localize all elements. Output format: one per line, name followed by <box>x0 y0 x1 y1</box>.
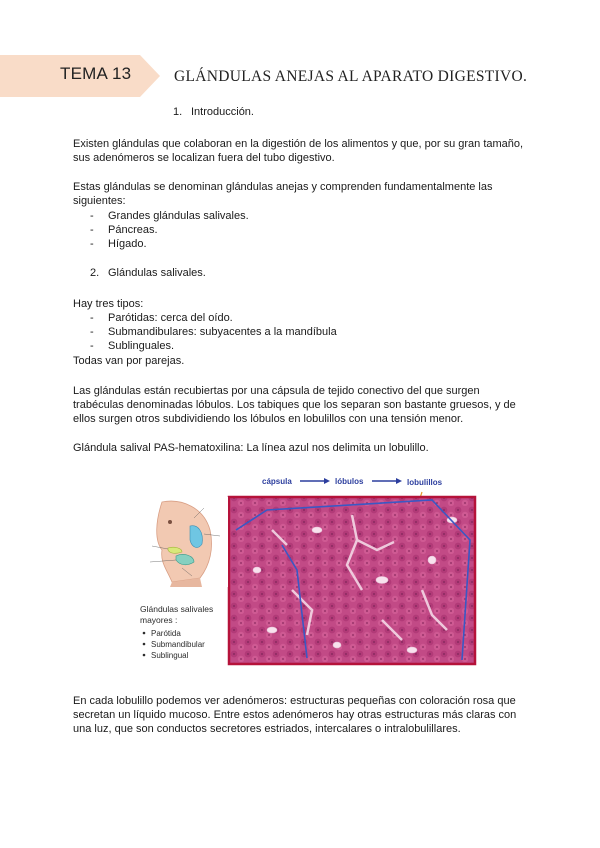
list-item-text: Submandibulares: subyacentes a la mandíbula <box>108 326 337 338</box>
salivary-gland-figure <box>132 470 477 666</box>
text-line: sus adenómeros se localizan fuera del tubo digestivo. <box>73 152 335 165</box>
label-lobulos: lóbulos <box>335 477 364 486</box>
label-capsula: cápsula <box>262 477 292 486</box>
intro-paragraph-1 <box>73 137 543 165</box>
legend-item: Parótida <box>151 629 181 638</box>
section-2-number: 2. <box>90 267 100 279</box>
legend-item: Sublingual <box>151 651 189 660</box>
label-lobulillos: lobulillos <box>407 478 443 487</box>
list-item: - Páncreas. <box>90 224 158 236</box>
types-intro: Hay tres tipos: <box>73 298 144 310</box>
list-item-text: Páncreas. <box>108 224 158 236</box>
bullet <box>143 643 146 646</box>
list-item-text: Grandes glándulas salivales. <box>108 210 249 222</box>
bullet <box>143 632 146 635</box>
figure-caption: Glándula salival PAS-hematoxilina: La línea azul nos delimita un lobulillo. <box>73 442 429 454</box>
arrow-head <box>324 478 330 484</box>
tissue-micrograph <box>229 497 475 664</box>
text-line: Estas glándulas se denominan glándulas anejas y comprenden fundamentalmente las <box>73 181 493 193</box>
text-line: Las glándulas están recubiertas por una cápsula de tejido conectivo del que surgen <box>73 385 480 397</box>
section-2-title: Glándulas salivales. <box>108 267 206 279</box>
text-line: ellos surgen otros subdividiendo los lóbulos en lobulillos con una tensión menor. <box>73 413 464 426</box>
tema-label: TEMA 13 <box>60 64 132 83</box>
list-item: - Parótidas: cerca del oído. <box>90 312 233 324</box>
text-line: trabéculas denominadas lóbulos. Los tabiques que los separan son bastante gruesos, y de <box>73 399 516 412</box>
list-item-text: Hígado. <box>108 238 147 250</box>
text-line: siguientes: <box>73 195 126 208</box>
intro-paragraph-2 <box>73 180 543 208</box>
section-1-number: 1. <box>173 106 183 118</box>
list-item: - Sublinguales. <box>90 340 175 352</box>
text-line: Existen glándulas que colaboran en la digestión de los alimentos y que, por su gran tamaño, <box>73 138 524 150</box>
text-line: En cada lobulillo podemos ver adenómeros: estructuras pequeñas con coloración rosa que <box>73 695 516 707</box>
closing-paragraph <box>73 694 543 737</box>
list-item-text: Parótidas: cerca del oído. <box>108 312 233 324</box>
text-line: una luz, que son conductos secretores estriados, intercalares o intralobulillares. <box>73 723 461 736</box>
list-item: - Hígado. <box>90 238 147 250</box>
legend-title-2: mayores : <box>140 615 178 625</box>
section-2-heading <box>90 267 206 279</box>
page-title: GLÁNDULAS ANEJAS AL APARATO DIGESTIVO. <box>174 68 528 85</box>
arrow-head <box>396 478 402 484</box>
section-1-title: Introducción. <box>191 106 254 118</box>
pairs-text: Todas van por parejas. <box>73 355 185 367</box>
list-item-text: Sublinguales. <box>108 340 175 352</box>
legend-item: Submandibular <box>151 640 205 649</box>
head-illustration <box>132 497 228 587</box>
legend-title-1: Glándulas salivales <box>140 604 214 614</box>
text-line: secretan un líquido mucoso. Entre estos adenómeros hay otras estructuras más claras con <box>73 709 517 722</box>
capsule-paragraph <box>73 384 543 427</box>
gland-legend <box>140 604 213 660</box>
list-item: - Grandes glándulas salivales. <box>90 210 249 222</box>
section-1-heading <box>173 106 254 118</box>
bullet <box>143 654 146 657</box>
list-item: - Submandibulares: subyacentes a la mandíbula <box>90 326 337 338</box>
